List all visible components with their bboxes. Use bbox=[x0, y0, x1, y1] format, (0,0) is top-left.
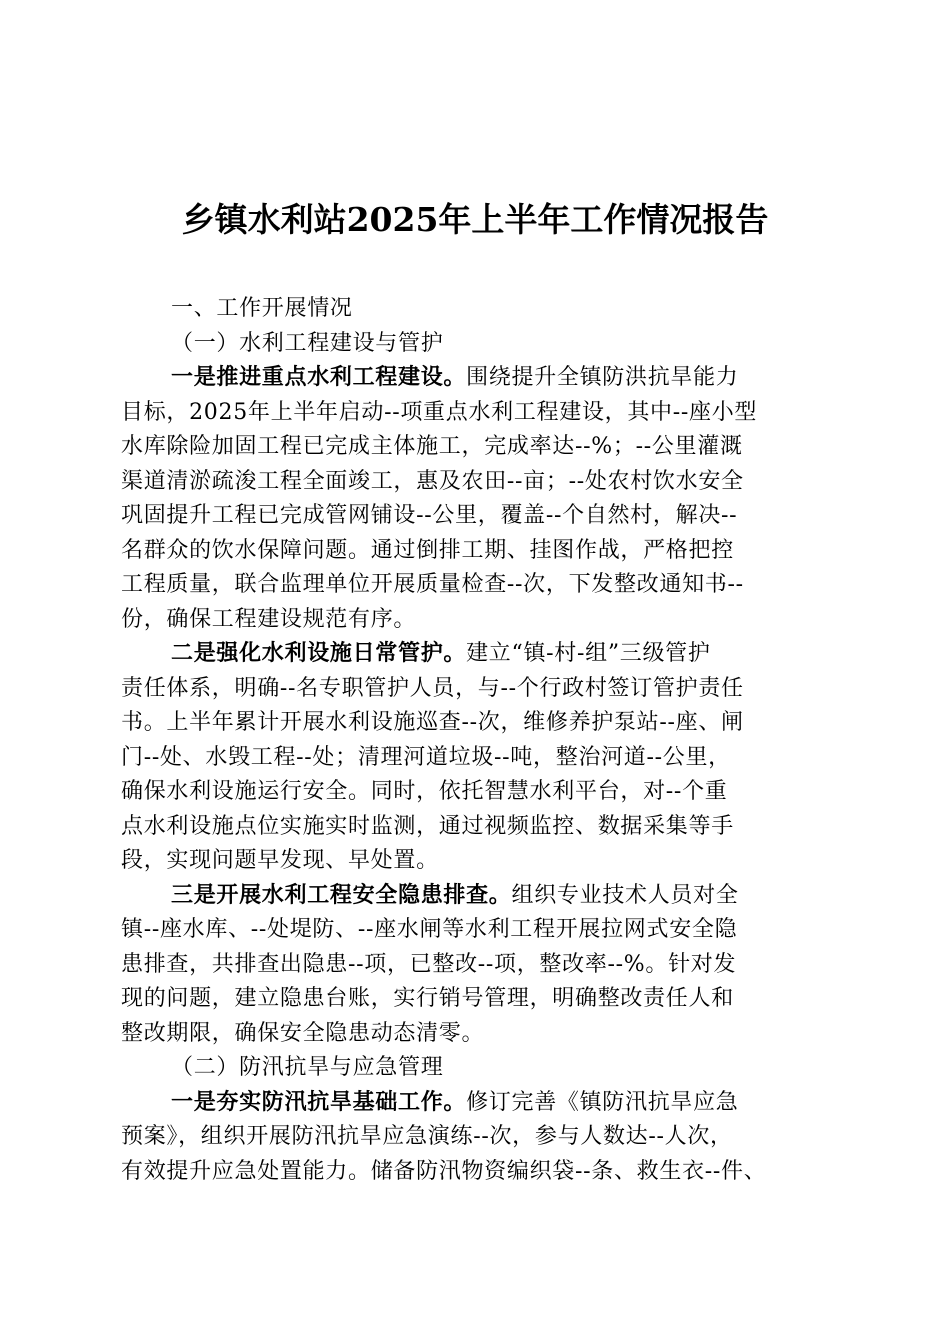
paragraph-text: 围绕提升全镇防洪抗旱能力 bbox=[466, 365, 739, 390]
document-body bbox=[121, 292, 829, 1189]
paragraph-line: 渠道清淤疏浚工程全面竣工，惠及农田--亩；--处农村饮水安全 bbox=[121, 468, 744, 494]
paragraph-line: 有效提升应急处置能力。储备防汛物资编织袋--条、救生衣--件、 bbox=[121, 1158, 767, 1184]
document-title: 乡镇水利站2025年上半年工作情况报告 bbox=[181, 200, 769, 239]
paragraph-lead: 三是开展水利工程安全隐患排查。 bbox=[171, 882, 512, 908]
section-heading: 一、工作开展情况 bbox=[171, 296, 353, 321]
paragraph-line bbox=[121, 1086, 829, 1121]
paragraph-line: 责任体系，明确--名专职管护人员，与--个行政村签订管护责任 bbox=[121, 675, 744, 701]
paragraph-text: 建立“镇-村-组”三级管护 bbox=[466, 641, 711, 666]
subsection-heading: （一）水利工程建设与管护 bbox=[171, 330, 444, 356]
paragraph-text: 修订完善《镇防汛抗旱应急 bbox=[466, 1089, 739, 1115]
paragraph-line: 工程质量，联合监理单位开展质量检查--次，下发整改通知书-- bbox=[121, 572, 744, 597]
paragraph-line: 门--处、水毁工程--处；清理河道垃圾--吨，整治河道--公里， bbox=[121, 744, 731, 770]
paragraph-line: 确保水利设施运行安全。同时，依托智慧水利平台，对--个重 bbox=[121, 779, 728, 804]
paragraph-lead: 二是强化水利设施日常管护。 bbox=[171, 641, 467, 666]
paragraph-line: 书。上半年累计开展水利设施巡查--次，维修养护泵站--座、闸 bbox=[121, 710, 744, 735]
subsection-heading: （二）防汛抗旱与应急管理 bbox=[171, 1055, 444, 1080]
paragraph-line: 巩固提升工程已完成管网铺设--公里，覆盖--个自然村，解决-- bbox=[121, 503, 738, 528]
paragraph-text: 组织专业技术人员对全 bbox=[511, 882, 739, 908]
paragraph-lead: 一是夯实防汛抗旱基础工作。 bbox=[171, 1089, 467, 1115]
paragraph-line: 镇--座水库、--处堤防、--座水闸等水利工程开展拉网式安全隐 bbox=[121, 917, 738, 942]
paragraph-line bbox=[121, 879, 829, 914]
paragraph-line: 点水利设施点位实施实时监测，通过视频监控、数据采集等手 bbox=[121, 813, 734, 839]
paragraph-lead: 一是推进重点水利工程建设。 bbox=[171, 365, 467, 390]
paragraph-line: 现的问题，建立隐患台账，实行销号管理，明确整改责任人和 bbox=[121, 986, 734, 1011]
paragraph-line: 预案》，组织开展防汛抗旱应急演练--次，参与人数达--人次， bbox=[121, 1124, 733, 1149]
paragraph-line bbox=[121, 361, 829, 396]
paragraph-line bbox=[121, 637, 829, 672]
paragraph-line: 整改期限，确保安全隐患动态清零。 bbox=[121, 1020, 485, 1046]
paragraph-line: 段，实现问题早发现、早处置。 bbox=[121, 848, 439, 873]
paragraph-line: 份，确保工程建设规范有序。 bbox=[121, 606, 417, 632]
paragraph-line: 患排查，共排查出隐患--项，已整改--项，整改率--%。针对发 bbox=[121, 951, 737, 977]
paragraph-line: 水库除险加固工程已完成主体施工，完成率达--%；--公里灌溉 bbox=[121, 434, 743, 459]
paragraph-line: 名群众的饮水保障问题。通过倒排工期、挂图作战，严格把控 bbox=[121, 537, 734, 563]
paragraph-line: 目标，2025年上半年启动--项重点水利工程建设，其中--座小型 bbox=[121, 399, 758, 425]
